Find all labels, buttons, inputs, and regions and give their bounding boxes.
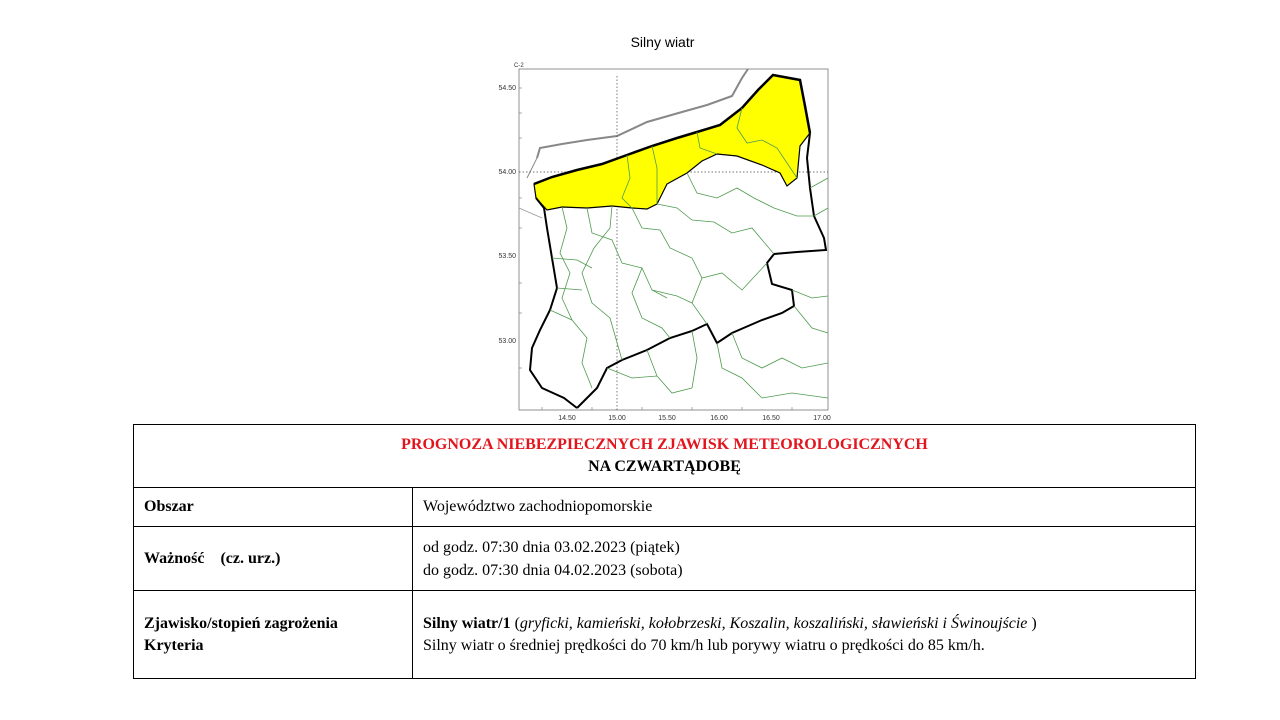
y-tick: 54.50 <box>498 85 516 92</box>
phenomenon-line <box>423 613 1185 635</box>
criteria-label: Kryteria <box>144 636 204 654</box>
x-tick: 16.50 <box>762 415 780 422</box>
phenomenon-paren-close: ) <box>1027 614 1037 632</box>
area-label: Obszar <box>134 488 413 527</box>
y-tick: 53.50 <box>498 253 516 260</box>
phenomenon-value-cell <box>413 591 1196 679</box>
map-svg <box>492 58 837 426</box>
phenomenon-areas: gryficki, kamieński, kołobrzeski, Koszalin, koszaliński, sławieński i Świnoujście <box>519 614 1028 632</box>
warning-map <box>492 58 837 426</box>
y-tick: 53.00 <box>498 338 516 345</box>
table-row <box>134 527 1196 591</box>
x-tick: 16.00 <box>710 415 728 422</box>
x-tick: 15.50 <box>658 415 676 422</box>
criteria-text: Silny wiatr o średniej prędkości do 70 km/h lub porywy wiatru o prędkości do 85 km/h. <box>423 636 985 654</box>
table-row <box>134 488 1196 527</box>
map-corner-label: C-2 <box>514 63 524 69</box>
header-title: PROGNOZA NIEBEZPIECZNYCH ZJAWISK METEOROLOGICZNYCH <box>401 436 928 453</box>
header-subtitle: NA CZWARTĄDOBĘ <box>588 458 741 475</box>
validity-label: Ważność (cz. urz.) <box>134 527 413 591</box>
phenomenon-label: Zjawisko/stopień zagrożenia <box>144 614 338 632</box>
table-header <box>134 425 1196 488</box>
validity-to: do godz. 07:30 dnia 04.02.2023 (sobota) <box>423 561 683 579</box>
x-tick: 17.00 <box>813 415 831 422</box>
map-title: Silny wiatr <box>630 34 695 50</box>
area-value: Województwo zachodniopomorskie <box>413 488 1196 527</box>
x-tick: 14.50 <box>558 415 576 422</box>
phenomenon-name: Silny wiatr/1 <box>423 614 511 632</box>
phenomenon-paren-open: ( <box>510 614 520 632</box>
warning-table <box>133 424 1196 679</box>
table-row <box>134 591 1196 679</box>
validity-from: od godz. 07:30 dnia 03.02.2023 (piątek) <box>423 538 680 556</box>
phenomenon-label-cell <box>134 591 413 679</box>
y-tick: 54.00 <box>498 169 516 176</box>
validity-value <box>413 527 1196 591</box>
x-tick: 15.00 <box>608 415 626 422</box>
